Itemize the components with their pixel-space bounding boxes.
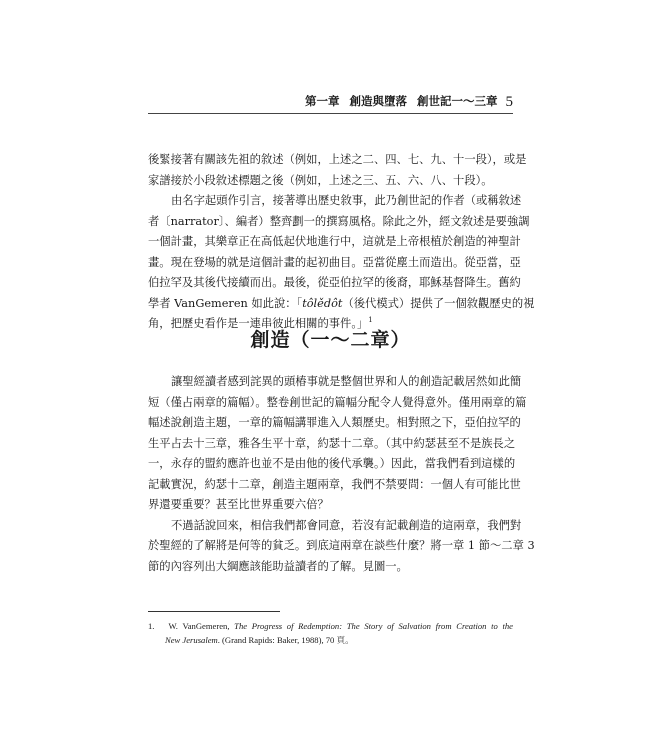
chapter-range: 創世記一～三章 (417, 94, 498, 108)
paragraph-3 (148, 516, 535, 578)
text-line: 於聖經的了解將是何等的貧乏。到底這兩章在談些什麼？將一章 1 節～二章 3 (148, 539, 535, 552)
footnote-title-cont: New Jerusalem (165, 635, 218, 645)
chapter-title: 創造與墮落 (349, 94, 407, 108)
text-line: 由名字起頭作引言，接著導出歷史敘事，此乃創世記的作者（或稱敘述 (171, 194, 522, 207)
footnote-line (148, 633, 513, 647)
text-segment: 學者 VanGemeren 如此說：「 (148, 296, 303, 310)
footnote-title: The Progress of Redemption: The Story of Salvation from Creation to the (234, 621, 513, 631)
footnote-ref: 1 (368, 316, 373, 324)
text-line: 節的內容列出大綱應該能助益讀者的了解。見圖一。 (148, 559, 408, 573)
text-line: 生平占去十三章，雅各生平十章，約瑟十二章。（其中約瑟甚至不是族長之 (148, 436, 516, 450)
text-line (148, 294, 535, 315)
text-line: 界還要重要？甚至比世界重要六倍？ (148, 498, 329, 511)
footnote-line (148, 619, 513, 633)
text-line: 畫。現在登場的就是這個計畫的起初曲目。亞當從塵土而造出。從亞當，亞 (148, 255, 521, 269)
header-rule (148, 113, 513, 114)
text-line: 一個計畫，其樂章正在高低起伏地進行中，這就是上帝根植於創造的神聖計 (148, 235, 521, 248)
text-line: 幅述說創造主題，一章的篇幅講罪進入人類歷史。相對照之下，亞伯拉罕的 (148, 416, 521, 429)
text-line: 短（僅占兩章的篇幅）。整卷創世記的篇幅分配令人覺得意外。僅用兩章的篇 (148, 395, 527, 409)
hebrew-term: tôlědôt (302, 296, 343, 310)
text-line: 家譜接於小段敘述標題之後（例如，上述之三、五、六、八、十段）。 (148, 173, 493, 187)
footnote-rule (148, 611, 280, 612)
paragraph-2 (148, 372, 527, 516)
page-number: 5 (505, 94, 513, 110)
text-line: 伯拉罕及其後代接續而出。最後，從亞伯拉罕的後裔，耶穌基督降生。舊約 (148, 276, 521, 289)
text-line: 者〔narrator〕、編者）整齊劃一的撰寫風格。除此之外，經文敘述是要強調 (148, 214, 530, 228)
chapter-label: 第一章 (305, 94, 340, 108)
text-line: 後緊接著有關該先祖的敘述（例如，上述之二、四、七、九、十一段），或是 (148, 153, 527, 166)
text-line: 一，永存的盟約應許也並不是由他的後代承襲。）因此，當我們看到這樣的 (148, 457, 516, 470)
footnote-marker: 1. (148, 621, 155, 631)
text-segment: （後代模式）提供了一個敘觀歷史的視 (342, 296, 535, 310)
section-heading: 創造（一～二章） (250, 329, 411, 351)
footnote (148, 619, 513, 647)
text-segment: 角，把歷史看作是一連串彼此相關的事件。」 (148, 317, 369, 330)
paragraph-1 (148, 150, 535, 335)
text-line: 不過話說回來，相信我們都會同意，若沒有記載創造的這兩章，我們對 (171, 518, 522, 532)
footnote-author: W. VanGemeren, (168, 621, 230, 631)
text-line: 讓聖經讀者感到詫異的頭椿事就是整個世界和人的創造記載居然如此簡 (171, 375, 522, 388)
running-header (148, 93, 513, 113)
text-line: 記載實況，約瑟十二章，創造主題兩章，我們不禁要問：一個人有可能比世 (148, 477, 521, 491)
footnote-publication: . (Grand Rapids: Baker, 1988), 70 頁。 (217, 635, 354, 645)
